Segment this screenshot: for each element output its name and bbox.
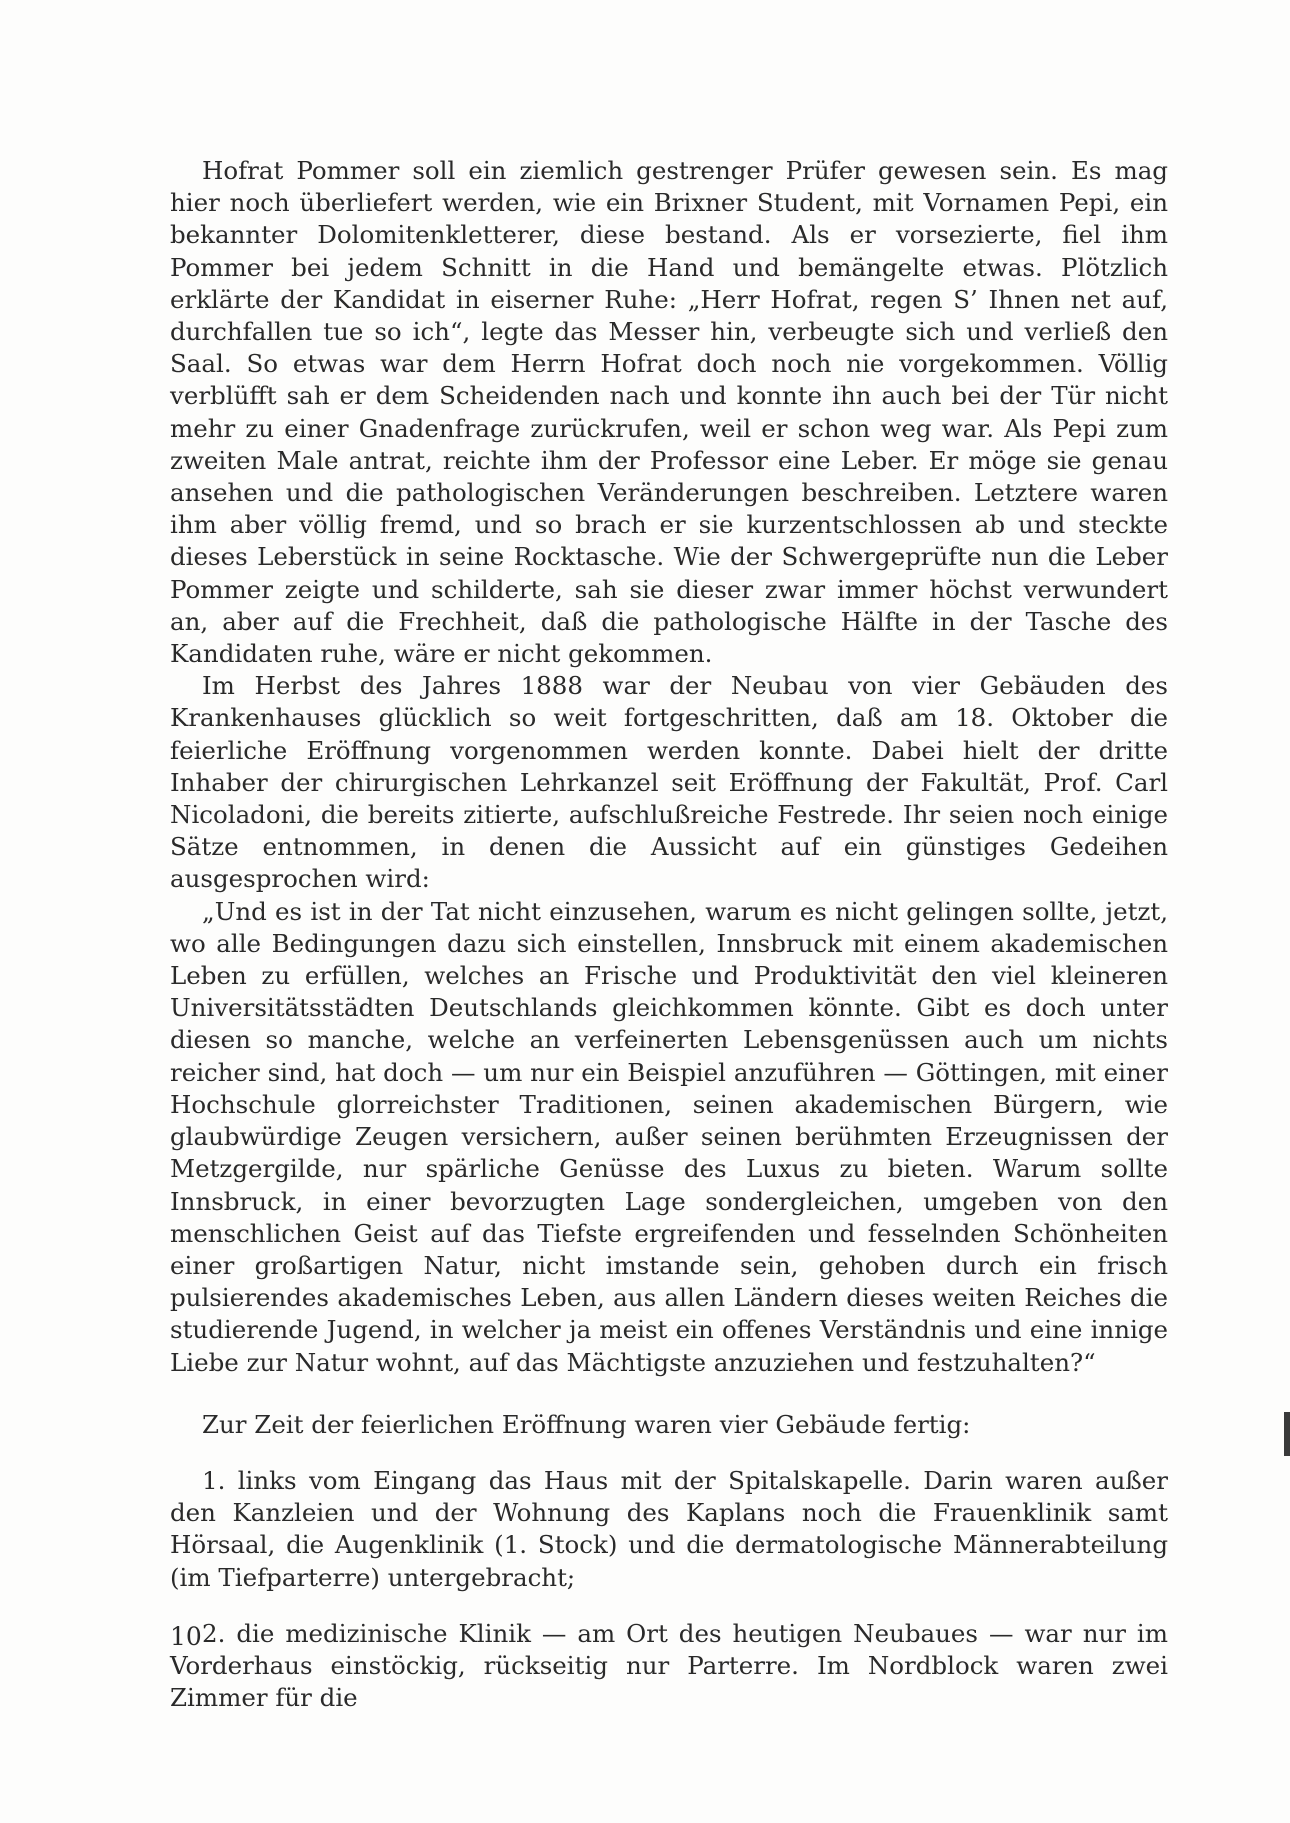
page-number: 10: [170, 1622, 202, 1651]
list-item-building-2: 2. die medizinische Klinik — am Ort des heutigen Neubaues — war nur im Vorderhaus einstöckig, rückseitig nur Parterre. Im Nordblock waren zwei Zimmer für die: [170, 1618, 1168, 1713]
paragraph-pommer-anecdote: Hofrat Pommer soll ein ziemlich gestrenger Prüfer gewesen sein. Es mag hier noch überliefert werden, wie ein Brixner Student, mit Vornamen Pepi, ein bekannter Dolomitenkletterer, diese bestand. Als er vorsezierte, fiel ihm Pommer bei jedem Schnitt in die Hand und bemängelte etwas. Plötzlich erklärte der Kandidat in eiserner Ruhe: „Herr Hofrat, regen S’ Ihnen net auf, durchfallen tue so ich“, legte das Messer hin, verbeugte sich und verließ den Saal. So etwas war dem Herrn Hofrat doch noch nie vorgekommen. Völlig verblüfft sah er dem Scheidenden nach und konnte ihn auch bei der Tür nicht mehr zu einer Gnadenfrage zurückrufen, weil er schon weg war. Als Pepi zum zweiten Male antrat, reichte ihm der Professor eine Leber. Er möge sie genau ansehen und die pathologischen Veränderungen beschreiben. Letztere waren ihm aber völlig fremd, und so brach er sie kurzentschlossen ab und steckte dieses Leberstück in seine Rocktasche. Wie der Schwergeprüfte nun die Leber Pommer zeigte und schilderte, sah sie dieser zwar immer höchst verwundert an, aber auf die Frechheit, daß die pathologische Hälfte in der Tasche des Kandidaten ruhe, wäre er nicht gekommen.: [170, 156, 1168, 669]
paragraph-opening-1888: Im Herbst des Jahres 1888 war der Neubau von vier Gebäuden des Krankenhauses glücklich so weit fortgeschritten, daß am 18. Oktober die feierliche Eröffnung vorgenommen werden konnte. Dabei hielt der dritte Inhaber der chirurgischen Lehrkanzel seit Eröffnung der Fakultät, Prof. Carl Nicoladoni, die bereits zitierte, aufschlußreiche Festrede. Ihr seien noch einige Sätze entnommen, in denen die Aussicht auf ein günstiges Gedeihen ausgesprochen wird:: [170, 671, 1168, 894]
paragraph-festrede-quote: „Und es ist in der Tat nicht einzusehen, warum es nicht gelingen sollte, jetzt, wo alle Bedingungen dazu sich einstellen, Innsbruck mit einem akademischen Leben zu erfüllen, welches an Frische und Produktivität den viel kleineren Universitätsstädten Deutschlands gleichkommen könnte. Gibt es doch unter diesen so manche, welche an verfeinerten Lebensgenüssen auch um nichts reicher sind, hat doch — um nur ein Beispiel anzuführen — Göttingen, mit einer Hochschule glorreichster Traditionen, seinen akademischen Bürgern, wie glaubwürdige Zeugen versichern, außer seinen berühmten Erzeugnissen der Metzgergilde, nur spärliche Genüsse des Luxus zu bieten. Warum sollte Innsbruck, in einer bevorzugten Lage sondergleichen, umgeben von den menschlichen Geist auf das Tiefste ergreifenden und fesselnden Schönheiten einer großartigen Natur, nicht imstande sein, gehoben durch ein frisch pulsierendes akademisches Leben, aus allen Ländern dieses weiten Reiches die studierende Jugend, in welcher ja meist ein offenes Verständnis und eine innige Liebe zur Natur wohnt, auf das Mächtigste anzuziehen und festzuhalten?“: [170, 896, 1168, 1377]
list-item-building-1: 1. links vom Eingang das Haus mit der Spitalskapelle. Darin waren außer den Kanzleien und der Wohnung des Kaplans noch die Frauenklinik samt Hörsaal, die Augenklinik (1. Stock) und die dermatologische Männerabteilung (im Tiefparterre) untergebracht;: [170, 1465, 1168, 1592]
scan-edge-mark: [1284, 1412, 1290, 1456]
body-text: [170, 155, 1168, 1714]
paragraph-buildings-intro: Zur Zeit der feierlichen Eröffnung waren vier Gebäude fertig:: [202, 1409, 971, 1439]
